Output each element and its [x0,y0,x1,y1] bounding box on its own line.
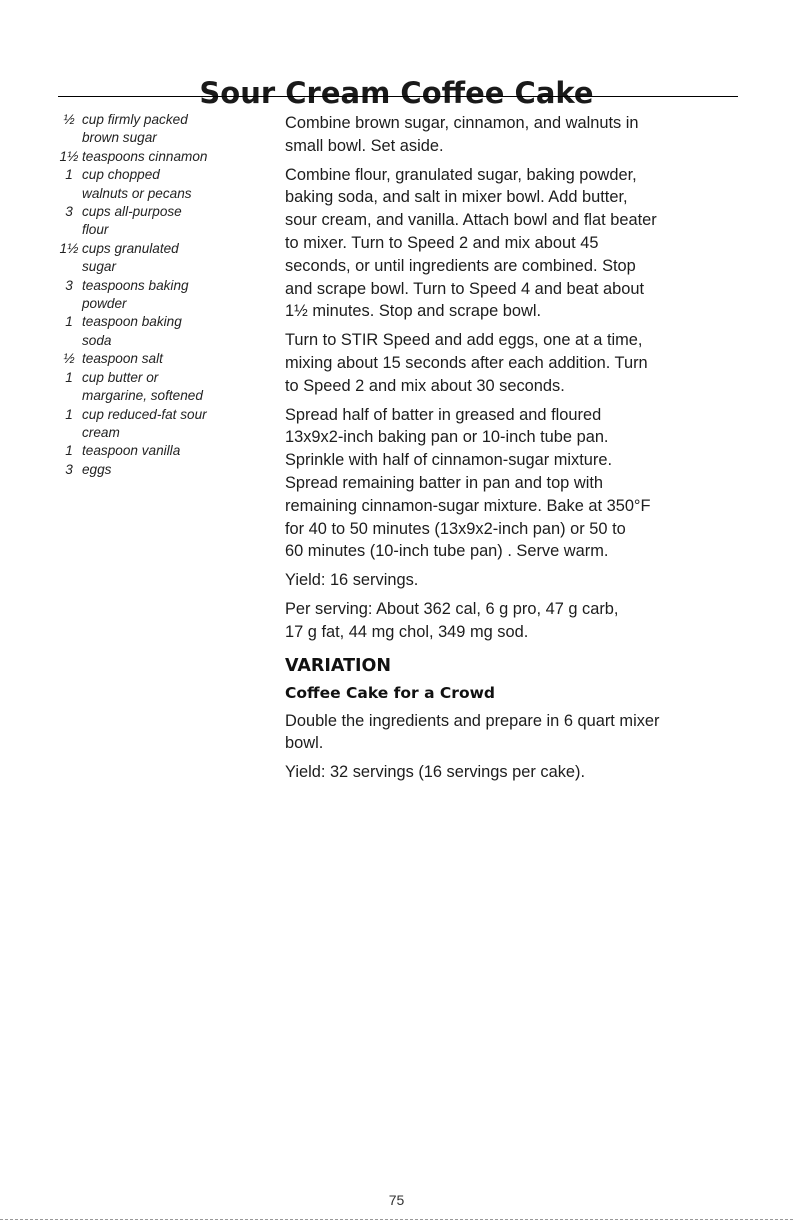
ingredient-text: cups all-purpose flour [82,204,182,238]
method-step: Combine brown sugar, cinnamon, and walnuts in small bowl. Set aside. [285,114,639,155]
ingredient-text: teaspoons cinnamon [82,148,208,164]
variation-subheading: Coffee Cake for a Crowd [285,683,496,702]
ingredient-quantity: 1 [65,369,73,385]
ingredient-quantity: 3 [65,461,73,477]
method-step: Spread half of batter in greased and floured 13x9x2-inch baking pan or 10-inch tube pan. Sprinkle with half of cinnamon-sugar mixture. Spread remaining batter in pan and top with remaining cinnamon-sugar mixture. Bake at 350°F for 40 to 50 minutes (13x9x2-inch pan) or 50 to 60 minutes (10-inch tube pan) . Serve warm. [285,405,651,561]
page-bottom-border [0,1219,793,1220]
ingredient-list [56,111,271,479]
ingredient-text: teaspoon baking soda [82,314,182,348]
ingredient-item [56,148,271,166]
ingredient-text: teaspoon vanilla [82,443,181,459]
ingredient-quantity: 1 [65,167,73,183]
ingredient-quantity: 1 [65,314,73,330]
ingredient-item [56,350,271,368]
nutrition-text: Per serving: About 362 cal, 6 g pro, 47 g carb, 17 g fat, 44 mg chol, 349 mg sod. [285,599,619,641]
ingredient-quantity: 1½ [59,240,79,256]
ingredient-item [56,240,271,277]
ingredient-item [56,111,271,148]
ingredient-quantity: ½ [63,112,75,127]
ingredient-item [56,277,271,314]
ingredient-item [56,406,271,443]
ingredient-quantity: 1 [65,443,73,459]
ingredient-text: teaspoons baking powder [82,277,189,312]
method-column [285,112,740,790]
ingredient-text: eggs [82,461,112,477]
ingredient-text: cup firmly packed brown sugar [82,112,188,146]
ingredient-quantity: 1 [65,406,73,422]
ingredient-item [56,461,271,479]
ingredient-quantity: 3 [65,277,73,293]
yield-text: Yield: 16 servings. [285,571,419,590]
page-number: 75 [388,1192,405,1208]
recipe-title: Sour Cream Coffee Cake [199,76,594,111]
ingredient-item [56,166,271,203]
variation-yield: Yield: 32 servings (16 servings per cake). [285,763,586,782]
ingredient-text: teaspoon salt [82,351,163,367]
title-divider [58,96,738,97]
ingredient-item [56,313,271,350]
method-step: Turn to STIR Speed and add eggs, one at a time, mixing about 15 seconds after each addition. Turn to Speed 2 and mix about 30 seconds. [285,331,648,395]
ingredient-quantity: ½ [63,351,75,367]
variation-heading: VARIATION [285,655,392,676]
ingredient-text: cup chopped walnuts or pecans [82,167,192,201]
method-step: Combine flour, granulated sugar, baking powder, baking soda, and salt in mixer bowl. Add butter, sour cream, and vanilla. Attach bowl and flat beater to mixer. Turn to Speed 2 and mix about 45 seconds, or until ingredients are combined. Stop and scrape bowl. Turn to Speed 4 and beat about 1½ minutes. Stop and scrape bowl. [285,165,657,321]
variation-step: Double the ingredients and prepare in 6 quart mixer bowl. [285,711,660,753]
ingredient-item [56,442,271,460]
ingredient-text: cups granulated sugar [82,240,179,275]
ingredient-item [56,369,271,406]
ingredient-text: cup reduced-fat sour cream [82,406,207,440]
ingredient-quantity: 1½ [59,148,79,164]
ingredient-text: cup butter or margarine, softened [82,369,203,404]
ingredient-item [56,203,271,240]
ingredient-quantity: 3 [65,204,73,220]
